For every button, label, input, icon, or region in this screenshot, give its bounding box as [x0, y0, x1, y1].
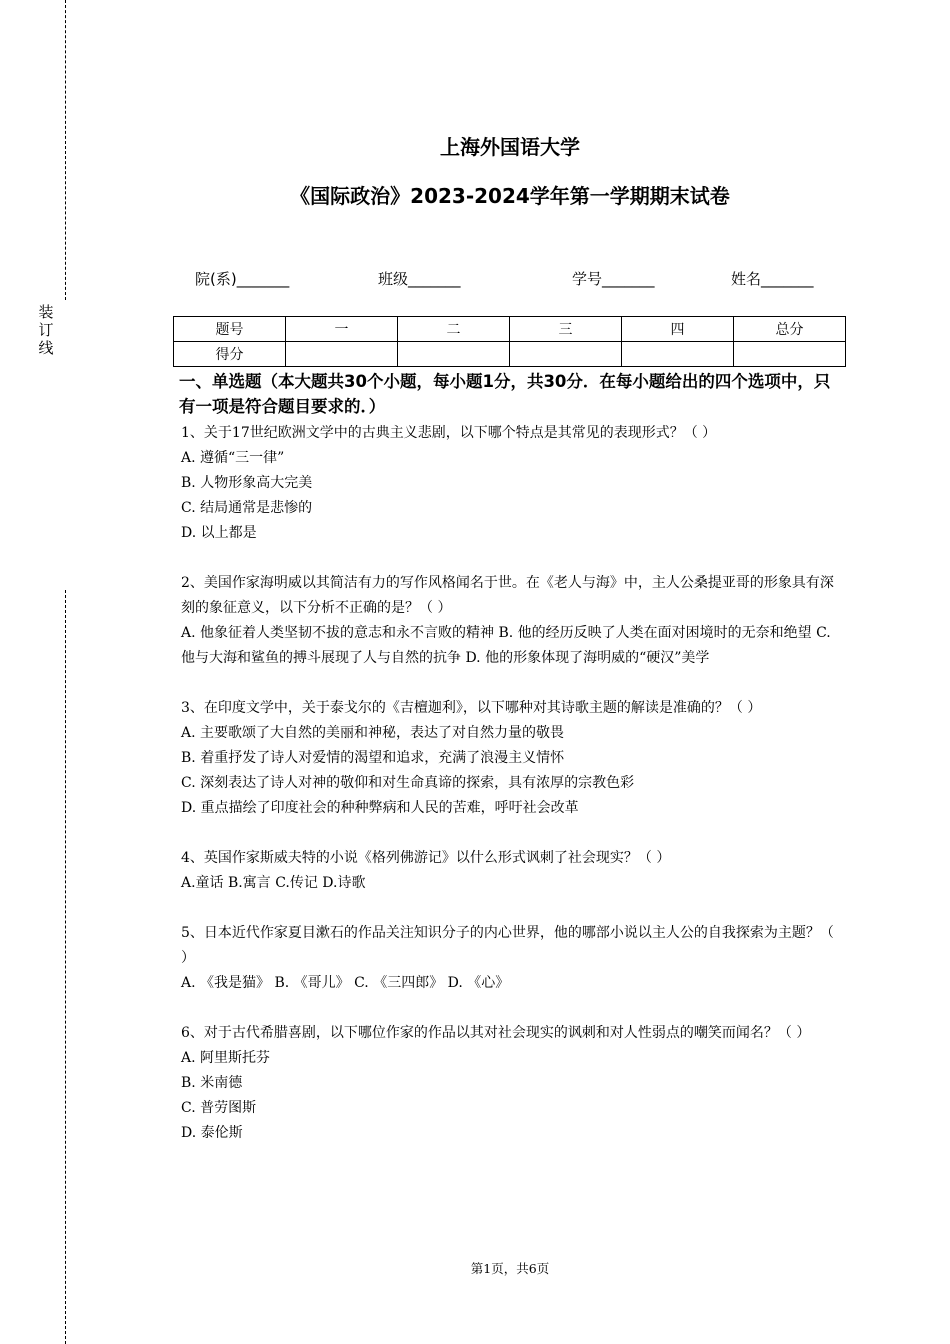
question-option: A. 他象征着人类坚韧不拔的意志和永不言败的精神 B. 他的经历反映了人类在面对困境时的无奈和绝望 C. 他与大海和鲨鱼的搏斗展现了人与自然的抗争 D. 他的形象体现了海明威的“硬汉”美学 [181, 625, 831, 666]
question-option: C. 结局通常是悲惨的 [181, 500, 313, 516]
question-option: A.童话 B.寓言 C.传记 D.诗歌 [181, 875, 366, 891]
question-option: B. 米南德 [181, 1075, 243, 1091]
score-table-cell: 三 [510, 317, 622, 342]
binding-label [36, 303, 56, 357]
question-option: A. 主要歌颂了大自然的美丽和神秘，表达了对自然力量的敬畏 [181, 725, 565, 741]
question-stem: 5、日本近代作家夏目漱石的作品关注知识分子的内心世界，他的哪部小说以主人公的自我探索为主题？（ ） [181, 925, 834, 966]
score-table-cell: 题号 [174, 317, 286, 342]
question-option: D. 泰伦斯 [181, 1125, 243, 1141]
student-info-row [0, 268, 950, 292]
question-stem: 6、对于古代希腊喜剧，以下哪位作家的作品以其对社会现实的讽刺和对人性弱点的嘲笑而闻名？（ ） [181, 1025, 811, 1041]
question-option: B. 人物形象高大完美 [181, 475, 313, 491]
question-stem: 2、美国作家海明威以其简洁有力的写作风格闻名于世。在《老人与海》中，主人公桑提亚哥的形象具有深刻的象征意义，以下分析不正确的是？（ ） [181, 575, 834, 616]
score-cell [286, 342, 398, 367]
question-option: D. 重点描绘了印度社会的种种弊病和人民的苦难，呼吁社会改革 [181, 800, 579, 816]
class-field: 班级_______ [378, 270, 461, 288]
score-table-cell: 二 [398, 317, 510, 342]
score-table-header-row [174, 317, 846, 342]
binding-char: 装 [38, 303, 54, 321]
question-5 [181, 921, 841, 996]
question-option: C. 深刻表达了诗人对神的敬仰和对生命真谛的探索，具有浓厚的宗教色彩 [181, 775, 635, 791]
score-cell [398, 342, 510, 367]
score-table-cell: 得分 [174, 342, 286, 367]
score-table [173, 316, 846, 367]
binding-line-bottom [65, 590, 66, 1344]
section-heading: 一、单选题（本大题共30个小题，每小题1分，共30分．在每小题给出的四个选项中，只有一项是符合题目要求的．） [179, 372, 831, 416]
question-4 [181, 846, 841, 896]
question-option: C. 普劳图斯 [181, 1100, 257, 1116]
score-cell [734, 342, 846, 367]
question-stem: 3、在印度文学中，关于泰戈尔的《吉檀迦利》，以下哪种对其诗歌主题的解读是准确的？（ ） [181, 700, 762, 716]
page-footer: 第1页，共6页 [470, 1261, 550, 1276]
score-table-score-row [174, 342, 846, 367]
question-2 [181, 571, 841, 671]
score-cell [510, 342, 622, 367]
department-field: 院(系)_______ [195, 270, 290, 288]
score-cell [622, 342, 734, 367]
binding-char: 线 [38, 339, 54, 357]
question-option: A. 阿里斯托芬 [181, 1050, 271, 1066]
question-3 [181, 696, 841, 821]
score-table-cell: 总分 [734, 317, 846, 342]
binding-char: 订 [38, 321, 54, 339]
student-id-field: 学号_______ [572, 270, 655, 288]
question-stem: 4、英国作家斯威夫特的小说《格列佛游记》以什么形式讽刺了社会现实？（ ） [181, 850, 671, 866]
question-option: A. 《我是猫》 B. 《哥儿》 C. 《三四郎》 D. 《心》 [181, 975, 510, 991]
question-option: B. 着重抒发了诗人对爱情的渴望和追求，充满了浪漫主义情怀 [181, 750, 565, 766]
university-title: 上海外国语大学 [440, 135, 580, 159]
score-table-cell: 四 [622, 317, 734, 342]
exam-title: 《国际政治》2023-2024学年第一学期期末试卷 [290, 184, 730, 208]
question-option: D. 以上都是 [181, 525, 257, 541]
exam-content [181, 369, 841, 1146]
question-6 [181, 1021, 841, 1146]
question-1 [181, 421, 841, 546]
question-option: A. 遵循“三一律” [181, 450, 285, 466]
question-stem: 1、关于17世纪欧洲文学中的古典主义悲剧，以下哪个特点是其常见的表现形式？（ ） [181, 425, 717, 441]
name-field: 姓名_______ [731, 270, 814, 288]
score-table-cell: 一 [286, 317, 398, 342]
